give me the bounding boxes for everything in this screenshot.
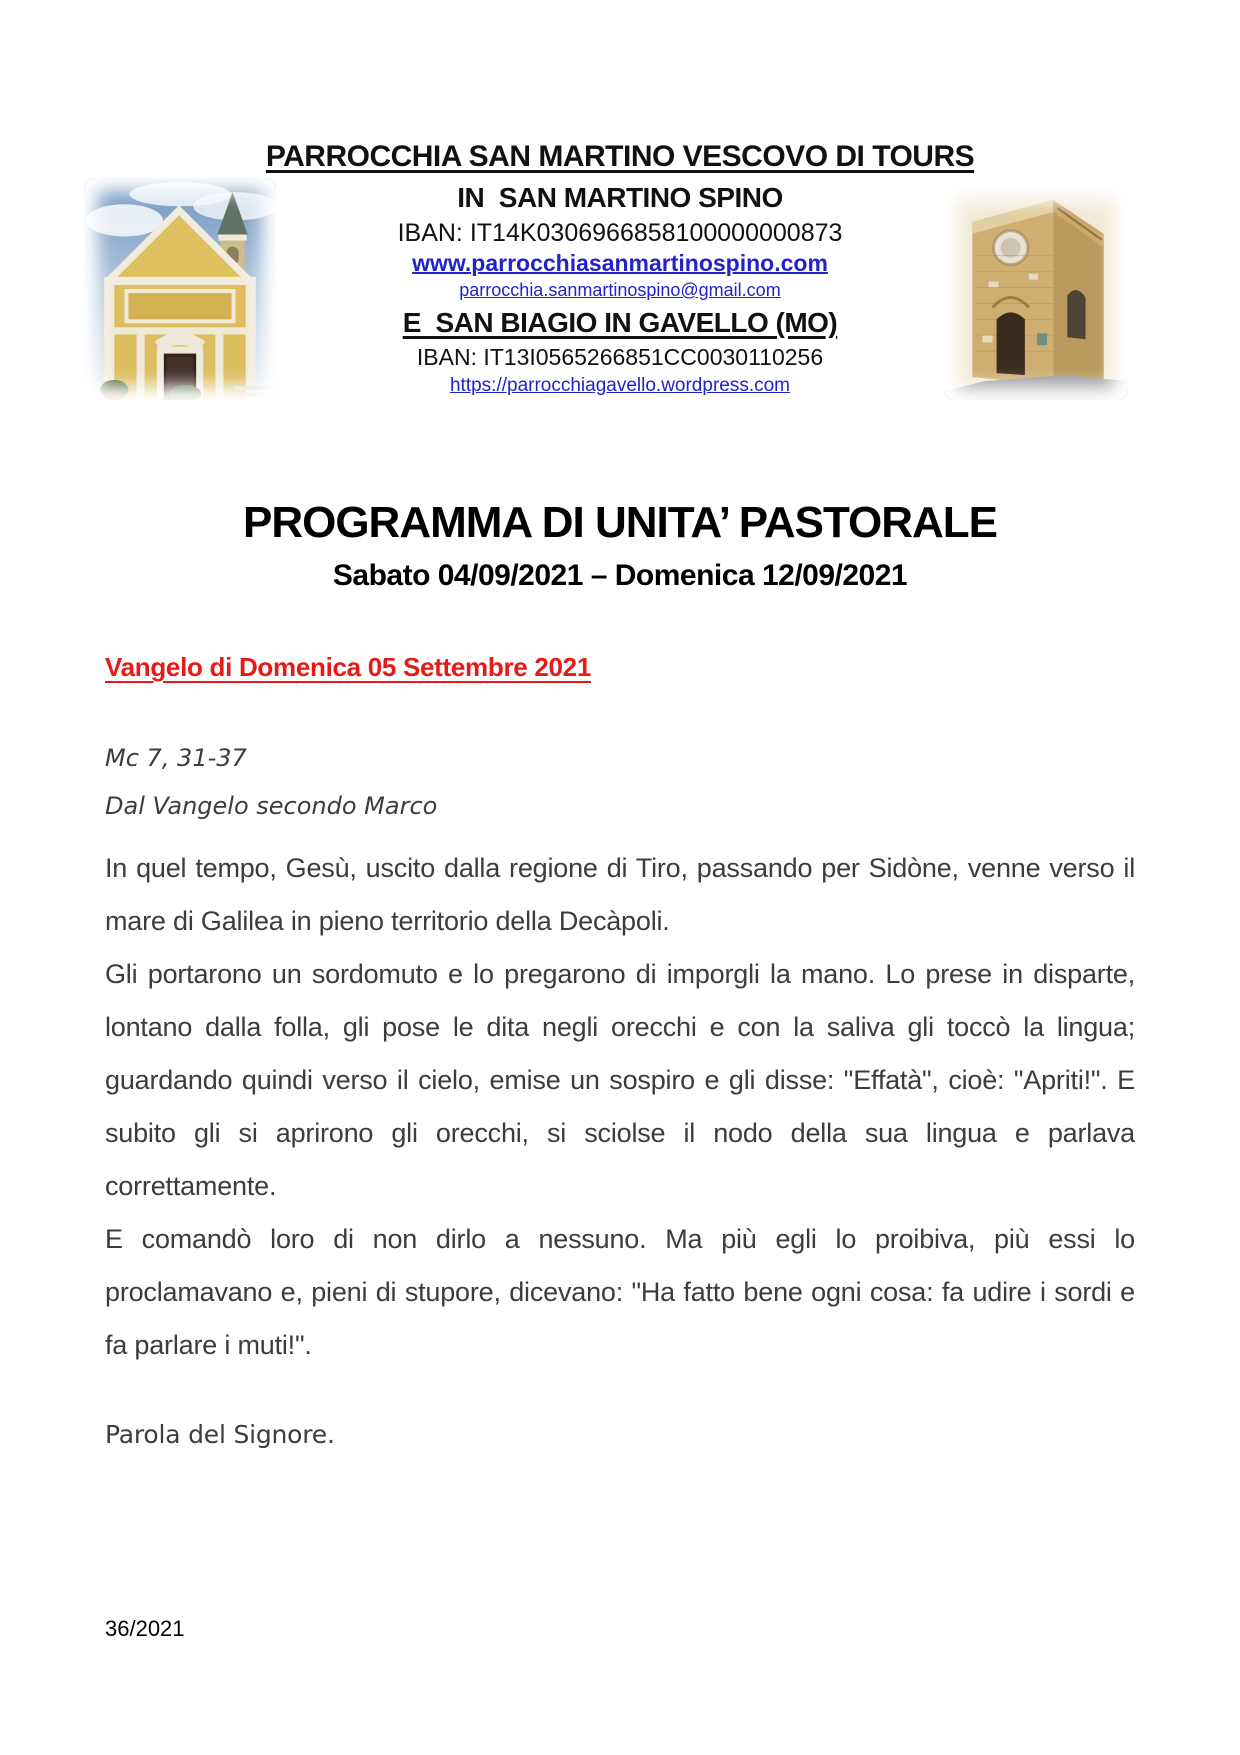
- parish-name-line2: IN SAN MARTINO SPINO: [457, 182, 783, 213]
- program-date-range: Sabato 04/09/2021 – Domenica 12/09/2021: [332, 559, 908, 592]
- iban-san-biagio: IBAN: IT13I0565266851CC0030110256: [416, 344, 824, 370]
- parish-name-line3: E SAN BIAGIO IN GAVELLO (MO): [402, 307, 838, 338]
- program-title-block: [105, 496, 1135, 596]
- parish-header: [105, 136, 1135, 399]
- iban-san-martino: IBAN: IT14K0306966858100000000873: [397, 219, 843, 247]
- gospel-closing-line: Parola del Signore.: [105, 1420, 335, 1449]
- parish-name-line1: PARROCCHIA SAN MARTINO VESCOVO DI TOURS: [265, 140, 975, 173]
- gospel-paragraph: Gli portarono un sordomuto e lo pregarono di imporgli la mano. Lo prese in disparte, lontano dalla folla, gli pose le dita negli orecchi e con la saliva gli toccò la lingua; guardando quindi verso il cielo, emise un sospiro e gli disse: "Effatà", cioè: "Apriti!". E subito gli si aprirono gli orecchi, si sciolse il nodo della sua lingua e parlava correttamente.: [105, 959, 1135, 1201]
- gospel-verse-reference: Mc 7, 31-37: [105, 744, 247, 772]
- gospel-source: Dal Vangelo secondo Marco: [105, 792, 438, 820]
- gospel-reference-block: [105, 734, 1135, 830]
- gospel-text: [105, 842, 1135, 1461]
- gospel-paragraph: In quel tempo, Gesù, uscito dalla regione di Tiro, passando per Sidòne, venne verso il mare di Galilea in pieno territorio della Decàpoli.: [105, 853, 1135, 936]
- bulletin-number: 36/2021: [105, 1616, 185, 1641]
- program-title: PROGRAMMA DI UNITA’ PASTORALE: [242, 498, 998, 547]
- gavello-website-link[interactable]: https://parrocchiagavello.wordpress.com: [449, 375, 791, 396]
- gospel-section-heading: Vangelo di Domenica 05 Settembre 2021: [105, 652, 591, 682]
- parish-website-link[interactable]: www.parrocchiasanmartinospino.com: [412, 250, 828, 276]
- gospel-paragraph: E comandò loro di non dirlo a nessuno. Ma più egli lo proibiva, più essi lo proclamavano e, pieni di stupore, dicevano: "Ha fatto bene ogni cosa: fa udire i sordi e fa parlare i muti!".: [105, 1224, 1135, 1360]
- parish-email-link[interactable]: parrocchia.sanmartinospino@gmail.com: [459, 280, 781, 300]
